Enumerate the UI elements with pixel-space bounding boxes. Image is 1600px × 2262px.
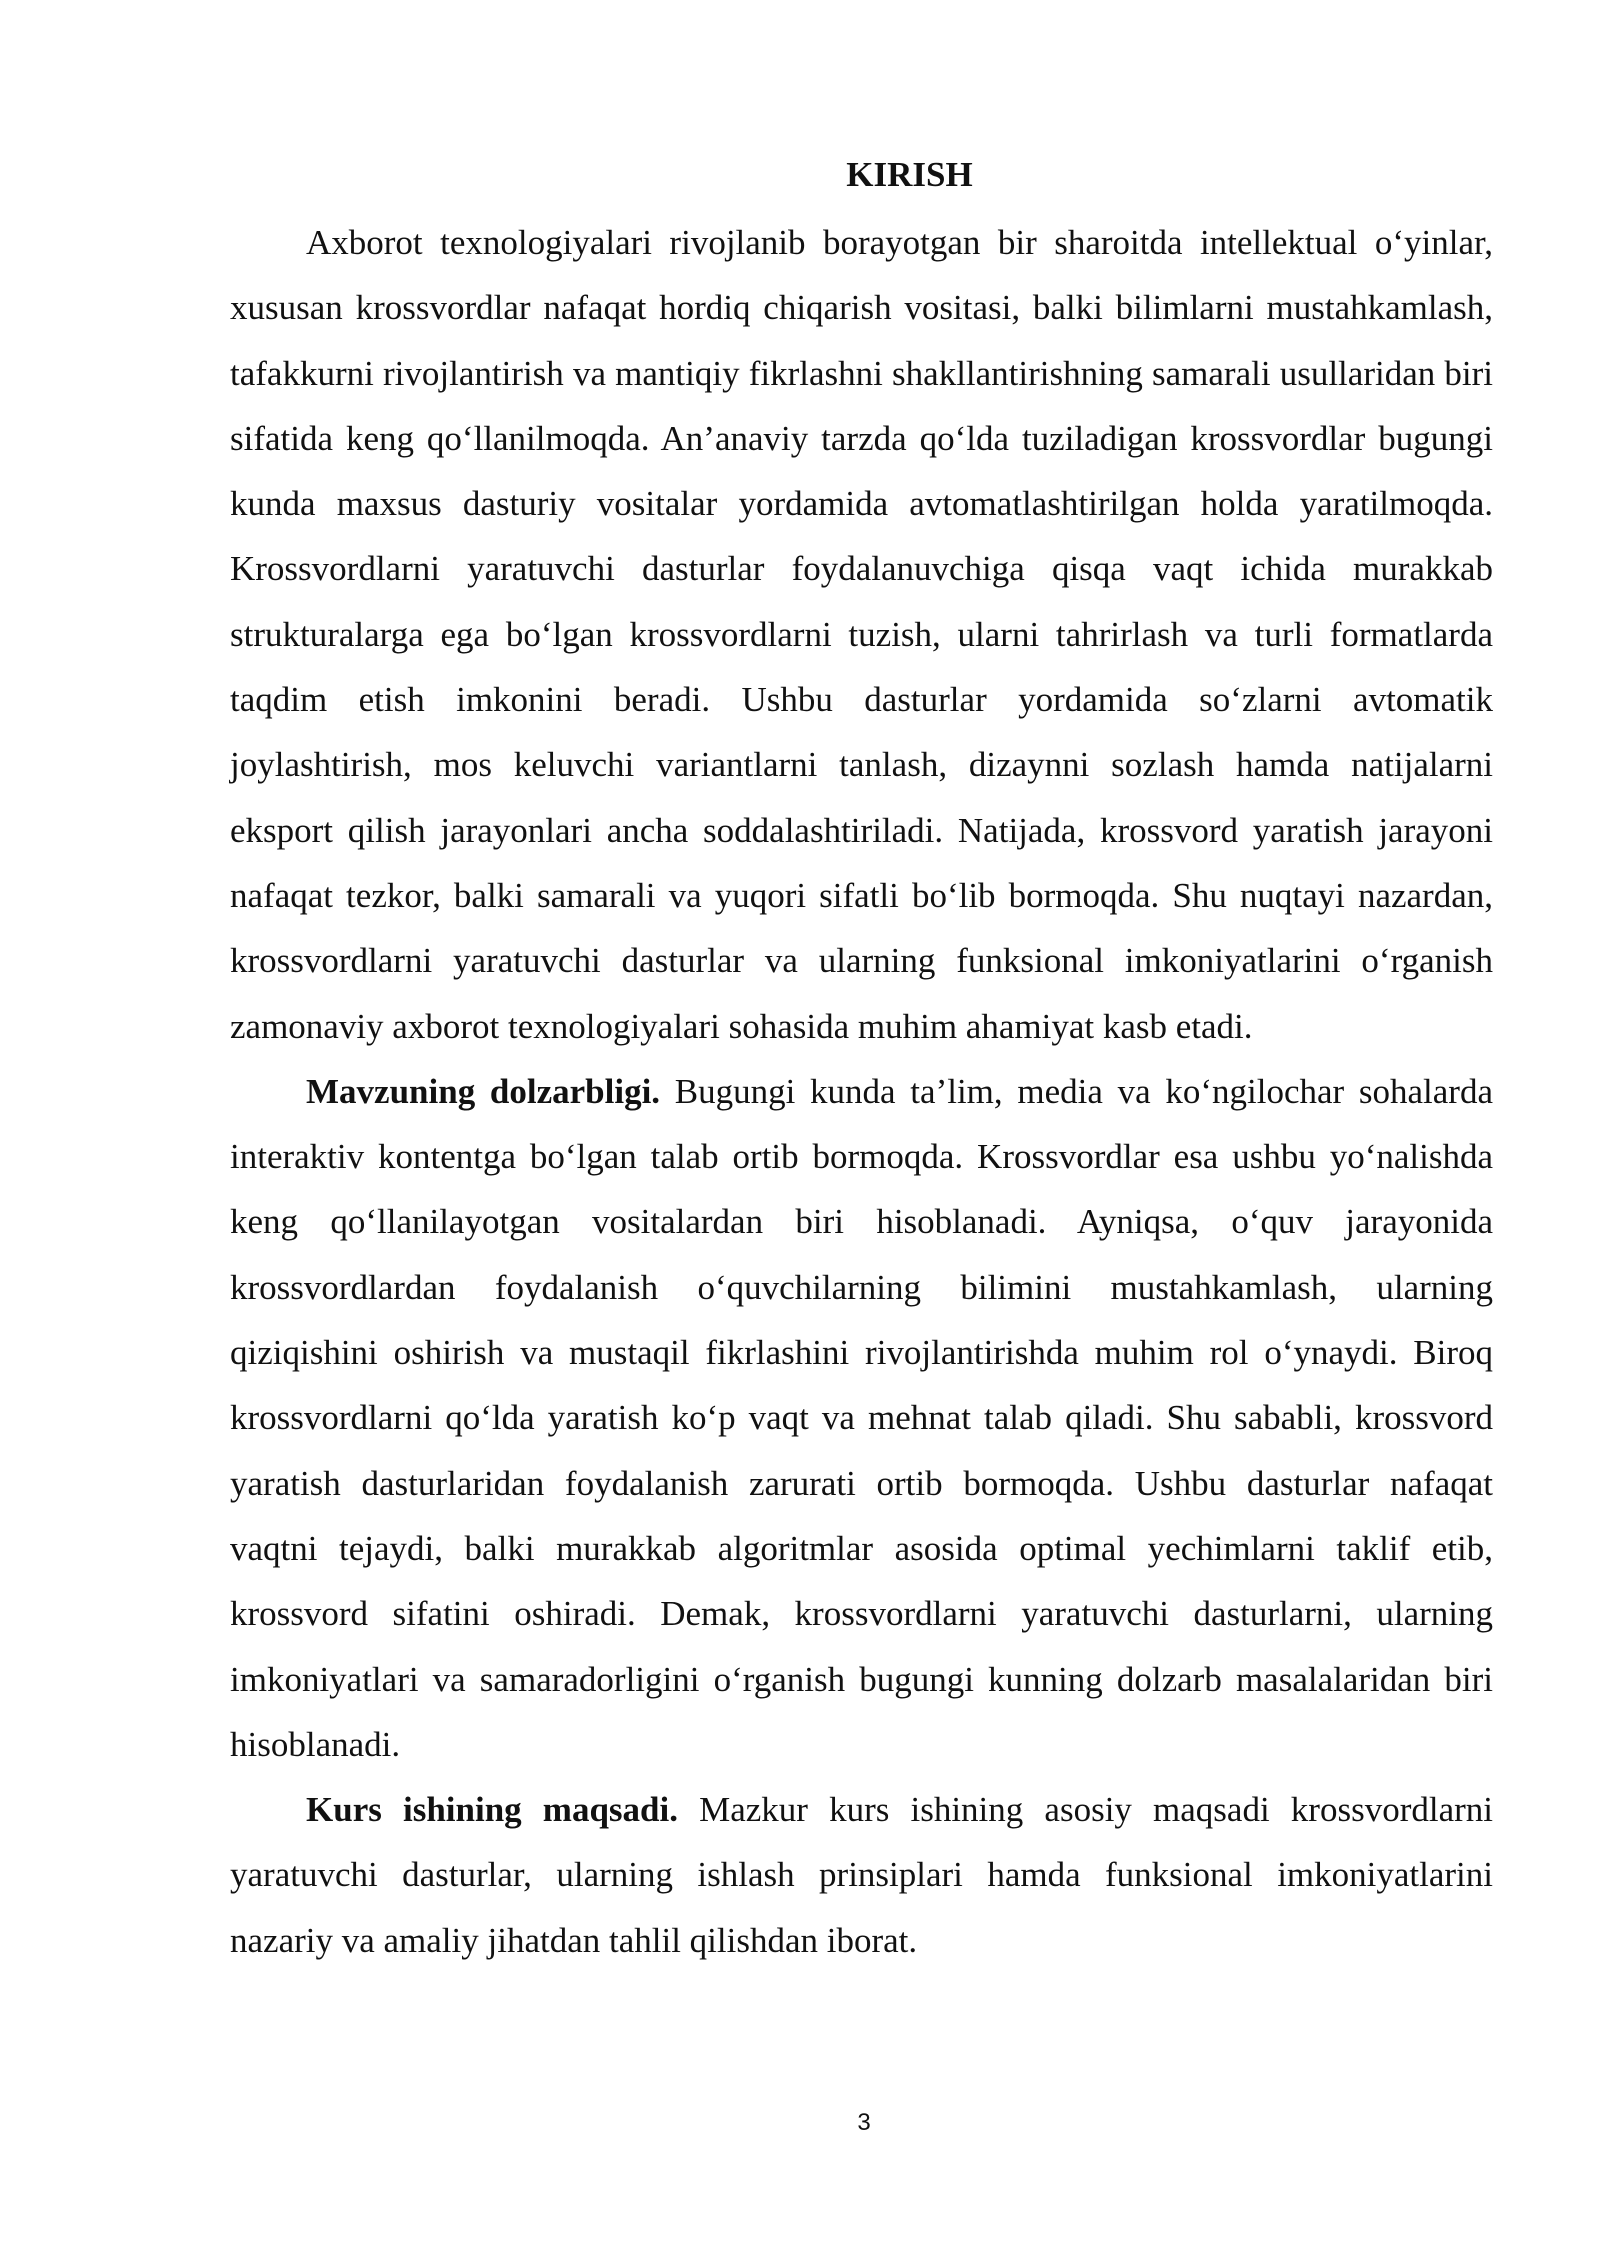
paragraph-intro: [230, 210, 1493, 1059]
section-title: KIRISH: [846, 155, 973, 194]
page-number: 3: [857, 2109, 871, 2136]
paragraph-goal: [230, 1777, 1493, 1973]
paragraph-lead: Mavzuning dolzarbligi.: [306, 1071, 661, 1111]
paragraph-text: Mazkur kurs ishining asosiy maqsadi krossvordlarni yaratuvchi dasturlar, ularning ishlash prinsiplari hamda funksional imkoniyatlarini nazariy va amaliy jihatdan tahlil qilishdan iborat.: [230, 1790, 1493, 1960]
paragraph-text: Bugungi kunda ta’lim, media va ko‘ngilochar sohalarda interaktiv kontentga bo‘lgan talab ortib bormoqda. Krossvordlar esa ushbu yo‘nalishda keng qo‘llanilayotgan vositalardan biri hisoblanadi. Ayniqsa, o‘quv jarayonida krossvordlardan foydalanish o‘quvchilarning bilimini mustahkamlash, ularning qiziqishini oshirish va mustaqil fikrlashini rivojlantirishda muhim rol o‘ynaydi. Biroq krossvordlarni qo‘lda yaratish ko‘p vaqt va mehnat talab qiladi. Shu sababli, krossvord yaratish dasturlaridan foydalanish zarurati ortib bormoqda. Ushbu dasturlar nafaqat vaqtni tejaydi, balki murakkab algoritmlar asosida optimal yechimlarni taklif etib, krossvord sifatini oshiradi. Demak, krossvordlarni yaratuvchi dasturlarni, ularning imkoniyatlari va samaradorligini o‘rganish bugungi kunning dolzarb masalalaridan biri hisoblanadi.: [230, 1071, 1493, 1764]
paragraph-relevance: [230, 1059, 1493, 1777]
page-content: [230, 148, 1493, 1973]
paragraph-text: Axborot texnologiyalari rivojlanib borayotgan bir sharoitda intellektual o‘yinlar, xususan krossvordlar nafaqat hordiq chiqarish vositasi, balki bilimlarni mustahkamlash, tafakkurni rivojlantirish va mantiqiy fikrlashni shakllantirishning samarali usullaridan biri sifatida keng qo‘llanilmoqda. An’anaviy tarzda qo‘lda tuziladigan krossvordlar bugungi kunda maxsus dasturiy vositalar yordamida avtomatlashtirilgan holda yaratilmoqda. Krossvordlarni yaratuvchi dasturlar foydalanuvchiga qisqa vaqt ichida murakkab strukturalarga ega bo‘lgan krossvordlarni tuzish, ularni tahrirlash va turli formatlarda taqdim etish imkonini beradi. Ushbu dasturlar yordamida so‘zlarni avtomatik joylashtirish, mos keluvchi variantlarni tanlash, dizaynni sozlash hamda natijalarni eksport qilish jarayonlari ancha soddalashtiriladi. Natijada, krossvord yaratish jarayoni nafaqat tezkor, balki samarali va yuqori sifatli bo‘lib bormoqda. Shu nuqtayi nazardan, krossvordlarni yaratuvchi dasturlar va ularning funksional imkoniyatlarini o‘rganish zamonaviy axborot texnologiyalari sohasida muhim ahamiyat kasb etadi.: [230, 223, 1493, 1046]
paragraph-lead: Kurs ishining maqsadi.: [306, 1790, 678, 1830]
